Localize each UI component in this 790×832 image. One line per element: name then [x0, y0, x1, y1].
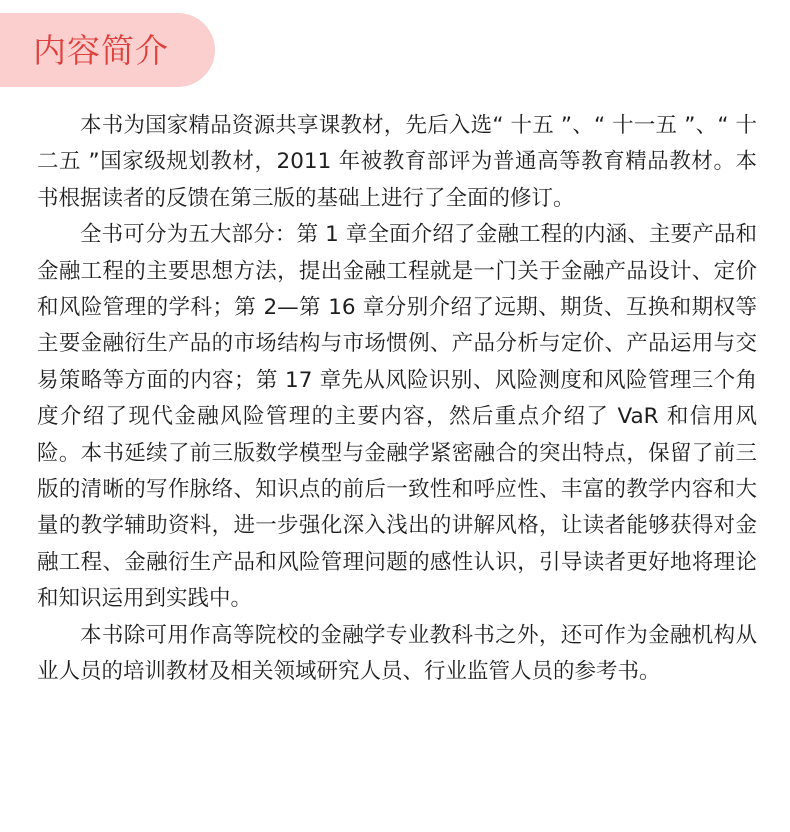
intro-paragraph-3: 本书除可用作高等院校的金融学专业教科书之外，还可作为金融机构从业人员的培训教材及相关领域研究人员、行业监管人员的参考书。 — [37, 622, 757, 685]
intro-paragraph-1: 本书为国家精品资源共享课教材，先后入选“ 十五 ”、“ 十一五 ”、“ 十二五 ”国家级规划教材，2011 年被教育部评为普通高等教育精品教材。本书根据读者的反馈在第三版的基础上进行了全面的修订。 — [37, 113, 757, 211]
book-introduction — [37, 108, 757, 691]
section-title: 内容简介 — [33, 31, 169, 70]
intro-paragraph-2: 全书可分为五大部分：第 1 章全面介绍了金融工程的内涵、主要产品和金融工程的主要思想方法，提出金融工程就是一门关于金融产品设计、定价和风险管理的学科；第 2—第 16 章分别介绍了远期、期货、互换和期权等主要金融衍生产品的市场结构与市场惯例、产品分析与定价、产品运用与交易策略等方面的内容；第 17 章先从风险识别、风险测度和风险管理三个角度介绍了现代金融风险管理的主要内容，然后重点介绍了 VaR 和信用风险。本书延续了前三版数学模型与金融学紧密融合的突出特点，保留了前三版的清晰的写作脉络、知识点的前后一致性和呼应性、丰富的教学内容和大量的教学辅助资料，进一步强化深入浅出的讲解风格，让读者能够获得对金融工程、金融衍生产品和风险管理问题的感性认识，引导读者更好地将理论和知识运用到实践中。 — [37, 222, 757, 612]
